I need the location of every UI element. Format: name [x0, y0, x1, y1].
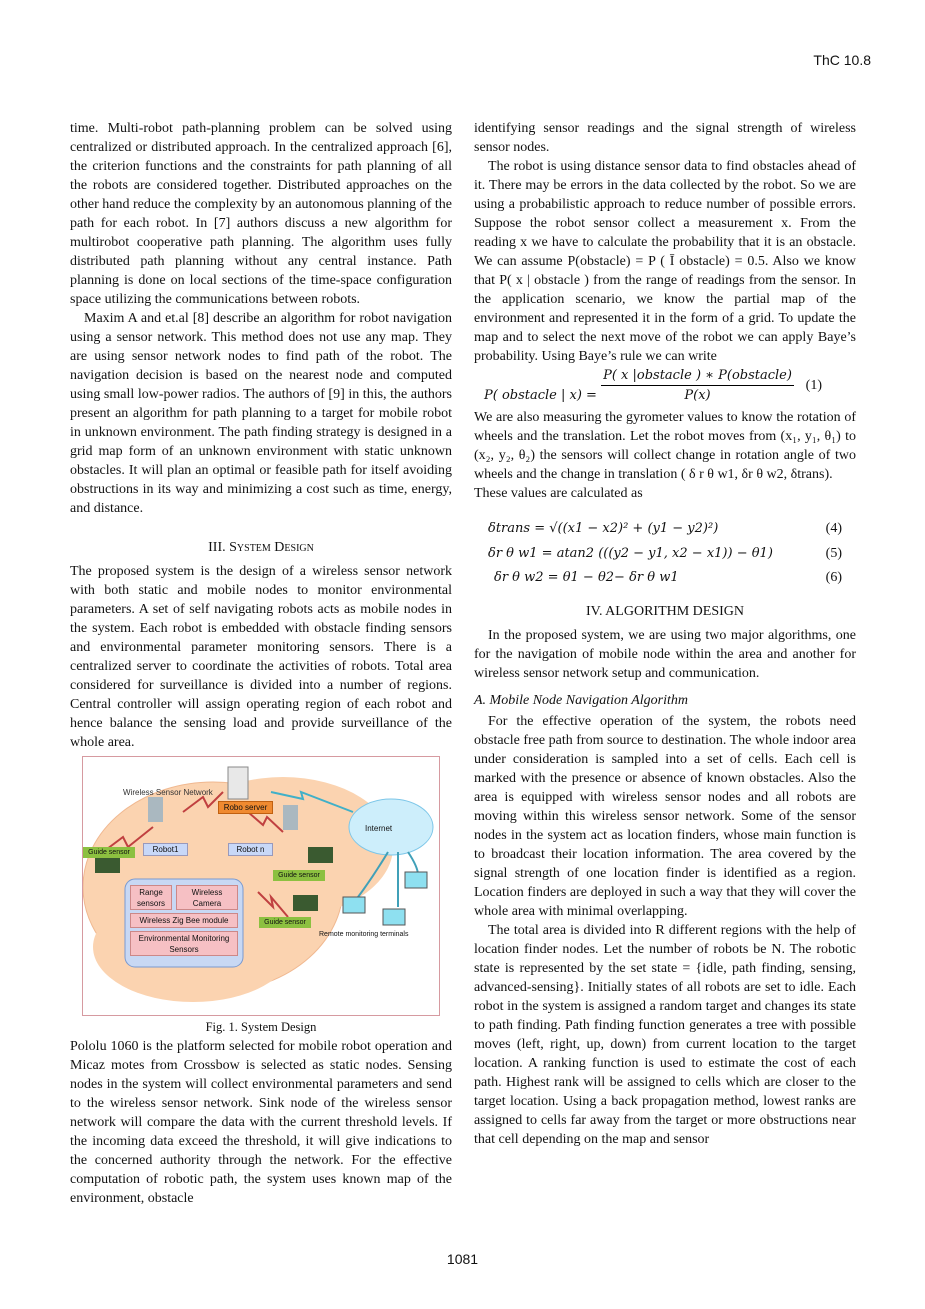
- label-robotn: Robot n: [228, 843, 273, 856]
- equation-number: (4): [825, 521, 842, 536]
- equation-number: (1): [805, 378, 822, 393]
- equation-lhs: δr θ w1 = atan2 (((y2 − y1, x2 − x1)) − θ1): [488, 546, 773, 561]
- equation-lhs: P( obstacle | x) =: [484, 388, 597, 403]
- label-env-sensors: Environmental Monitoring Sensors: [130, 931, 238, 956]
- figure-caption: Fig. 1. System Design: [205, 1020, 317, 1034]
- system-design-figure: [82, 756, 440, 1016]
- label-wireless-camera: Wireless Camera: [176, 885, 238, 910]
- subsection-heading: A. Mobile Node Navigation Algorithm: [474, 693, 689, 708]
- paragraph: We are also measuring the gyrometer values to know the rotation of wheels and the translation. Let the robot moves from (x₁, y₁, θ₁) to (x₂, y₂, θ₂) the sensors will collect change in rotation angle of two wheels and the change in translation ( δ r θ w1, δr θ w2, δtrans).: [474, 410, 856, 482]
- equation-1: [484, 366, 856, 406]
- equation-number: (5): [825, 546, 842, 561]
- label-zigbee: Wireless Zig Bee module: [130, 913, 238, 928]
- label-robot1: Robot1: [143, 843, 188, 856]
- label-internet: Internet: [365, 824, 393, 833]
- denominator: P(x): [684, 388, 711, 403]
- equation-number: (6): [825, 570, 842, 585]
- page-header: ThC 10.8: [813, 52, 871, 68]
- left-column: [70, 119, 452, 1208]
- paragraph: The total area is divided into R different regions with the help of location finder nodes. Let the number of robots be N. The robotic state is represented by the set state = {idle, path finding, sensing, advanced-sensing}. Initially states of all robots are set to idle. Each robot in the system is assigned a random target and changes its state to path finding. Path finding function generates a tree with possible moves (left, right, up, down) from current location to the target location. A ranking function is used to estimate the cost of each path. Highest rank will be assigned to cells which are closer to the target location. Using a back propagation method, lowest ranks are assigned to cells far away from the target or more obstructions near that cell depending on the map and sensor: [474, 923, 856, 1147]
- paragraph: In the proposed system, we are using two major algorithms, one for the navigation of mobile node within the area and another for wireless sensor network setup and communication.: [474, 628, 856, 681]
- label-guide-sensor: Guide sensor: [259, 917, 311, 928]
- equation-lhs: δtrans = √((x1 − x2)² + (y1 − y2)²): [488, 521, 719, 536]
- page-number: 1081: [446, 1251, 479, 1267]
- section-heading: III. System Design: [208, 540, 314, 555]
- paragraph: identifying sensor readings and the signal strength of wireless sensor nodes.: [474, 121, 856, 155]
- right-column: [474, 119, 856, 1149]
- label-guide-sensor: Guide sensor: [273, 870, 325, 881]
- paragraph: The proposed system is the design of a wireless sensor network with both static and mobile nodes to monitor environmental parameters. A set of self navigating robots acts as mobile nodes in the system. Each robot is embedded with obstacle finding sensors and environmental parameter monitoring sensors. There is a centralized server to coordinate the activities of robots. Total area considered for surveillance is divided into a number of regions. Central controller will assign operating region of each robot and hence balance the sensing load and provide surveillance of the whole area.: [70, 564, 452, 750]
- label-server: Robo server: [218, 801, 273, 814]
- paragraph: Maxim A and et.al [8] describe an algorithm for robot navigation using a sensor network. This method does not use any map. They are using sensor network nodes to find path of the robot. The navigation decision is based on the nearest node and computed using small low-power radios. The authors of [9] in this, the authors present an algorithm for path planning to a target for mobile robot in unknown environment. The path finding strategy is designed in a grid map form of an unknown environment with static unknown obstacles. It will plan an optimal or feasible path for itself avoiding obstructions in its way and minimizing a cost such as time, energy, and distance.: [70, 311, 452, 516]
- paragraph: These values are calculated as: [474, 486, 643, 501]
- label-terminals: Remote monitoring terminals: [319, 931, 409, 938]
- equation-5: [488, 544, 856, 564]
- section-heading: IV. ALGORITHM DESIGN: [585, 604, 745, 619]
- label-guide-sensor: Guide sensor: [83, 847, 135, 858]
- equation-4: [488, 519, 856, 539]
- label-range-sensors: Range sensors: [130, 885, 172, 910]
- label-wsn: Wireless Sensor Network: [123, 788, 213, 797]
- paragraph: For the effective operation of the system, the robots need obstacle free path from source to destination. The whole indoor area under consideration is sampled into a set of cells. Each cell is marked with the presence or absence of known obstacles. Also the area is equipped with wireless sensor nodes and all robots are moving within this wireless sensor network. Some of the sensor nodes in the system act as location finders, whose main function is to broadcast their location information. The area covered by the signal strength of one location finder is identified as a region. Location finders are deployed in such a way that they will cover the whole area with minimal overlapping.: [474, 714, 856, 919]
- equation-6: [494, 568, 856, 588]
- paragraph: Pololu 1060 is the platform selected for mobile robot operation and Micaz motes from Crossbow is selected as static nodes. Sensing nodes in the system will collect environmental parameters and send to the wireless sensor network. Sink node of the wireless sensor network will compare the data with the current threshold levels. If the incoming data exceed the threshold, it will give indications to the concerned authority through the network. For the effective computation of robotic path, the system uses known map of the environment, obstacle: [70, 1039, 452, 1206]
- equation-lhs: δr θ w2 = θ1 − θ2− δr θ w1: [494, 570, 679, 585]
- equation-fraction: [601, 366, 794, 405]
- paragraph: time. Multi-robot path-planning problem can be solved using centralized or distributed approach. In the centralized approach [6], the criterion functions and the constraints for path planning of all the robots are considered together. Distributed approaches on the other hand reduce the complexity by an autonomous planning of the path for each robot. In [7] authors discuss a new algorithm for multirobot cooperative path planning. The algorithm uses fully distributed path planning without any central instance. Path planning is done on local sections of the time-space configuration space utilizing the communications between robots.: [70, 121, 452, 307]
- paragraph: The robot is using distance sensor data to find obstacles ahead of it. There may be errors in the data collected by the robot. So we are using a probabilistic approach to reduce number of possible errors. Suppose the robot sensor collect a measurement x. From the reading x we have to calculate the probability that it is an obstacle. We can assume P(obstacle) = P ( Ī obstacle) = 0.5. Also we know that P( x | obstacle ) from the range of readings from the sensor. In the application scenario, we know the partial map of the environment and represented it in the form of a grid. To update the map and to select the next move of the robot we can apply Baye’s probability. Using Baye’s rule we can write: [474, 159, 856, 364]
- numerator: P( x |obstacle ) ∗ P(obstacle): [601, 366, 794, 386]
